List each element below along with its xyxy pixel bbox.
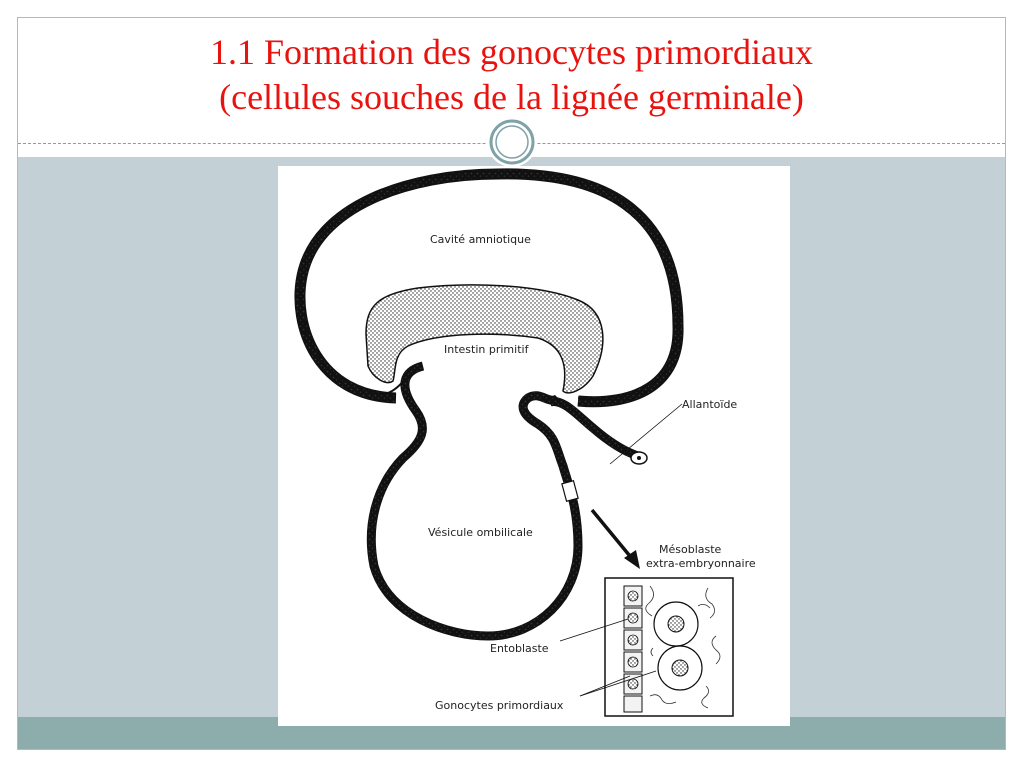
label-yolk-sac: Vésicule ombilicale <box>428 526 533 539</box>
embryonic-disc <box>366 285 603 393</box>
label-mesoblast-line2: extra-embryonnaire <box>646 557 756 570</box>
label-allantois: Allantoïde <box>682 398 738 411</box>
circle-ornament-icon <box>486 116 538 168</box>
label-entoblast: Entoblaste <box>490 642 549 655</box>
embryo-diagram <box>278 166 790 726</box>
label-mesoblast-line1: Mésoblaste <box>659 543 722 556</box>
label-primitive-gut: Intestin primitif <box>444 343 529 356</box>
label-amniotic-cavity: Cavité amniotique <box>430 233 531 246</box>
title-line-2: (cellules souches de la lignée germinale) <box>219 77 804 117</box>
entoblast-cells <box>624 586 642 712</box>
zoom-arrow <box>592 510 634 561</box>
yolk-sac <box>371 366 578 636</box>
slide-title <box>17 30 1006 120</box>
label-primordial-germ-cells: Gonocytes primordiaux <box>435 699 564 712</box>
title-line-1: 1.1 Formation des gonocytes primordiaux <box>210 32 813 72</box>
